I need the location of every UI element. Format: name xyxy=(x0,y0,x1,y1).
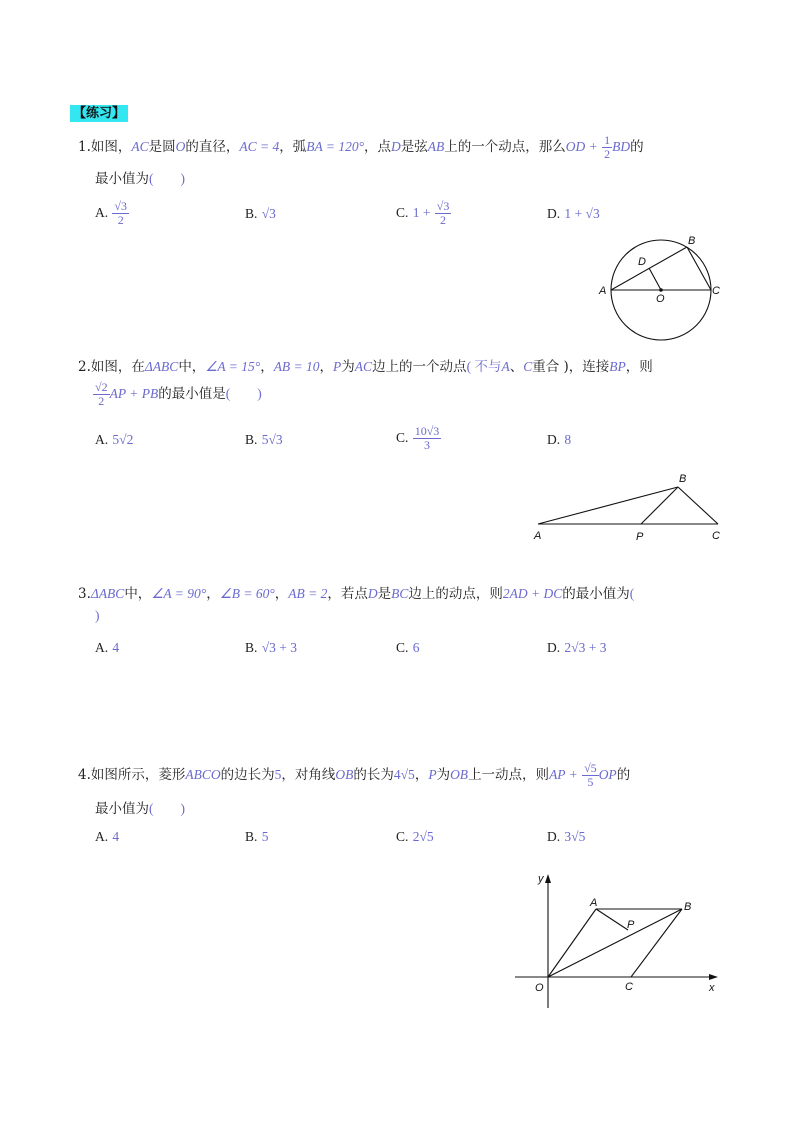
answer-blank: ( ) xyxy=(149,801,185,816)
center-point xyxy=(659,288,663,292)
segment-oa xyxy=(548,909,596,977)
label-a: A xyxy=(534,530,542,542)
option-d: D. 3√5 xyxy=(547,829,586,844)
label-x: x xyxy=(709,982,715,994)
segment-od xyxy=(649,268,661,290)
x-axis-arrow-icon xyxy=(709,974,718,980)
question-number: 1. xyxy=(78,139,91,155)
circle-figure xyxy=(592,232,722,342)
option-d: D. 2√3 + 3 xyxy=(547,640,607,655)
label-y: y xyxy=(538,873,544,885)
segment-ap xyxy=(596,909,628,930)
option-c: C. 6 xyxy=(396,640,420,655)
option-a: A. 4 xyxy=(95,829,120,844)
option-c: C. 2√5 xyxy=(396,829,434,844)
segment-bc xyxy=(631,909,682,977)
option-b: B. 5 xyxy=(245,829,269,844)
label-b: B xyxy=(684,901,692,913)
question-4-line-2: 最小值为( ) xyxy=(95,801,185,817)
answer-blank: ( ) xyxy=(225,386,262,401)
label-p: P xyxy=(636,531,644,543)
section-tag: 【练习】 xyxy=(70,102,128,121)
triangle-figure xyxy=(528,468,728,546)
label-c: C xyxy=(712,530,720,542)
question-number: 4. xyxy=(78,767,91,783)
question-3-line-1: 3.ΔABC中，∠A = 90°，∠B = 60°，AB = 2，若点D是BC边上的动点，则2AD + DC的最小值为( xyxy=(78,586,635,602)
option-c: C. 1 + $\frac{√3}{2}$ xyxy=(396,199,450,227)
option-a: A. 4 xyxy=(95,640,120,655)
option-a: A. $\frac{√3}{2}$ xyxy=(95,199,128,227)
segment-ab xyxy=(538,487,678,524)
question-number: 2. xyxy=(78,359,91,375)
label-b: B xyxy=(688,235,696,247)
option-d: D. 1 + √3 xyxy=(547,206,600,221)
question-3-line-2: ) xyxy=(95,608,100,623)
question-1-line-2: 最小值为( ) xyxy=(95,171,185,187)
question-number: 3. xyxy=(78,586,91,602)
answer-blank: ( ) xyxy=(149,171,185,186)
label-b: B xyxy=(679,473,687,485)
label-c: C xyxy=(625,981,633,993)
diagonal-ob xyxy=(548,909,682,977)
question-1-line-1: 1.如图，AC是圆O的直径，AC = 4，弧BA = 120°，点D是弦AB上的一个动点，那么OD + $\frac{1}{2}$ BD的 xyxy=(78,133,644,161)
label-a: A xyxy=(599,285,607,297)
label-o: O xyxy=(656,293,665,305)
label-c: C xyxy=(712,285,720,297)
option-a: A. 5√2 xyxy=(95,432,134,447)
label-d: D xyxy=(638,256,646,268)
segment-bc xyxy=(678,487,718,524)
option-b: B. √3 xyxy=(245,206,276,221)
y-axis-arrow-icon xyxy=(545,874,551,883)
option-c: C. $\frac{10√3}{3}$ xyxy=(396,424,440,452)
fraction-one-half: $\frac{1}{2}$ xyxy=(604,133,611,161)
question-2-line-1: 2.如图，在ΔABC中，∠A = 15°，AB = 10，P为AC边上的一个动点( 不与A、C重合 )，连接BP，则 xyxy=(78,359,653,375)
option-b: B. √3 + 3 xyxy=(245,640,297,655)
question-2-line-2: $\frac{√2}{2}$ AP + PB的最小值是( ) xyxy=(95,380,262,408)
label-p: P xyxy=(627,919,635,931)
rhombus-coordinate-figure xyxy=(510,868,725,1013)
option-b: B. 5√3 xyxy=(245,432,283,447)
label-a: A xyxy=(590,897,598,909)
option-d: D. 8 xyxy=(547,432,572,447)
fraction-root5-over-5: $\frac{√5}{5}$ xyxy=(584,761,597,789)
segment-bc xyxy=(687,247,711,290)
segment-bp xyxy=(641,487,678,524)
label-o: O xyxy=(535,982,544,994)
question-4-line-1: 4.如图所示，菱形ABCO的边长为5，对角线OB的长为4√5，P为OB上一动点，则AP + $\frac{√5}{5}$ OP的 xyxy=(78,761,631,789)
